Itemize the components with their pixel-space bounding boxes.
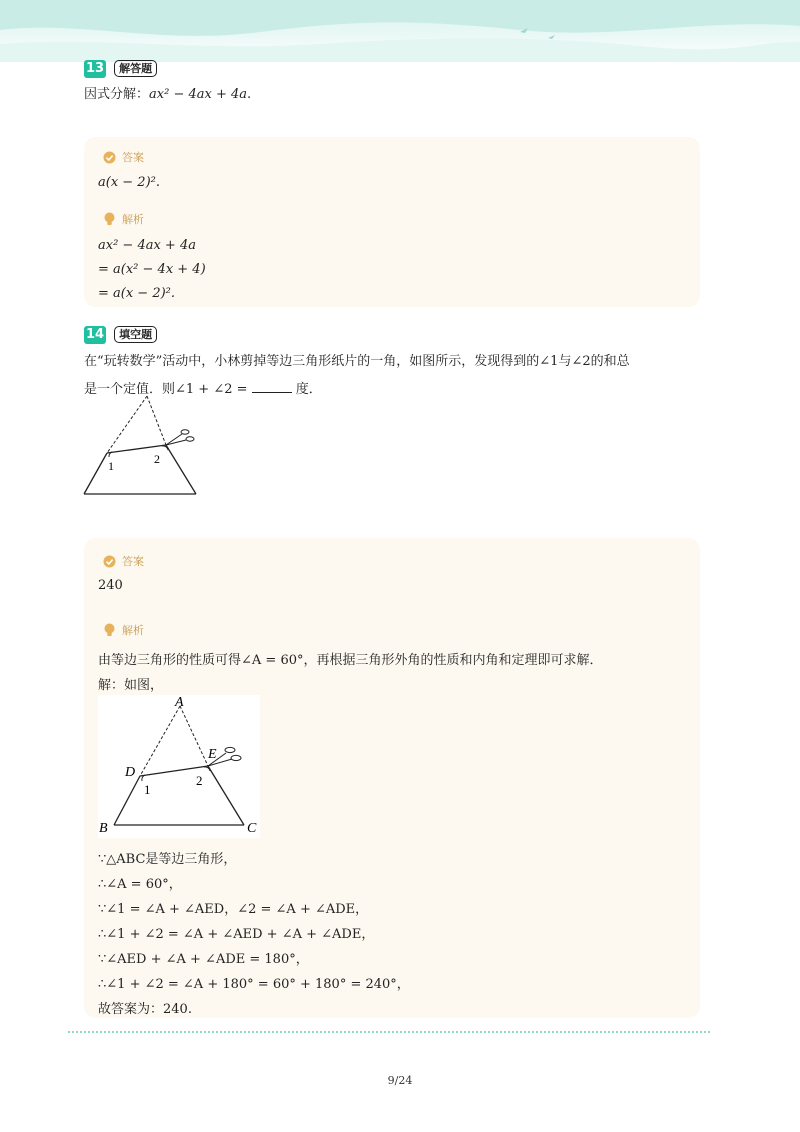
question-type-badge: 解答题: [114, 60, 157, 77]
solution-step: ∴∠1 + ∠2 = ∠A + ∠AED + ∠A + ∠ADE，: [98, 927, 375, 942]
question-14-prompt-line1: 在“玩转数学”活动中，小林剪掉等边三角形纸片的一角，如图所示，发现得到的∠1与∠2的和总: [84, 354, 630, 369]
question-13-solution-box: [84, 137, 700, 307]
question-number: 14: [85, 327, 105, 342]
vertex-a-label: A: [175, 695, 184, 710]
solution-lead: 解：如图，: [98, 678, 164, 693]
answer-label: 答案: [103, 553, 144, 569]
vertex-d-label: D: [125, 765, 136, 780]
analysis-label: 解析: [103, 622, 144, 638]
question-14-prompt-line2: 是一个定值．则∠1 + ∠2 = 度．: [84, 382, 322, 397]
prompt-math: ax² − 4ax + 4a: [149, 87, 247, 102]
question-number: 13: [85, 61, 105, 76]
scissors-icon: [166, 430, 194, 445]
page-number: 9/24: [387, 1074, 413, 1087]
answer-blank: [252, 380, 292, 393]
solution-step: 故答案为：240.: [98, 1002, 192, 1017]
analysis-line: = a(x² − 4x + 4): [98, 262, 206, 277]
answer-text: 240: [98, 578, 123, 593]
lightbulb-icon: [103, 212, 116, 226]
solution-step: ∴∠A = 60°，: [98, 877, 182, 892]
analysis-intro: 由等边三角形的性质可得∠A = 60°，再根据三角形外角的性质和内角和定理即可求解．: [98, 653, 603, 668]
solution-step: ∵△ABC是等边三角形，: [98, 852, 237, 867]
analysis-line: ax² − 4ax + 4a: [98, 238, 196, 253]
triangle-cut-figure: [78, 392, 203, 500]
question-type-badge: 填空题: [114, 326, 157, 343]
solution-step: ∵∠1 = ∠A + ∠AED，∠2 = ∠A + ∠ADE，: [98, 902, 369, 917]
section-divider: [68, 1031, 710, 1033]
question-13-prompt: [84, 83, 251, 102]
vertex-b-label: B: [99, 821, 108, 836]
lightbulb-icon: [103, 623, 116, 637]
solution-step: ∴∠1 + ∠2 = ∠A + 180° = 60° + 180° = 240°，: [98, 977, 410, 992]
angle-2-label: 2: [154, 452, 160, 466]
analysis-line: = a(x − 2)².: [98, 286, 176, 301]
prompt-period: .: [247, 87, 252, 102]
question-13-header: [84, 60, 157, 78]
labeled-triangle-figure: [98, 695, 260, 838]
prompt-text: 因式分解：: [84, 87, 150, 102]
answer-text: a(x − 2)².: [98, 175, 160, 190]
angle-2-label: 2: [196, 773, 203, 788]
check-badge-icon: [103, 151, 116, 164]
question-14-solution-box: [84, 538, 700, 1018]
check-badge-icon: [103, 555, 116, 568]
angle-1-label: 1: [108, 459, 114, 473]
vertex-c-label: C: [247, 821, 257, 836]
header-wave-decoration: [0, 0, 800, 62]
vertex-e-label: E: [208, 747, 217, 762]
analysis-label: 解析: [103, 211, 144, 227]
question-14-header: [84, 326, 157, 344]
header-banner: [0, 0, 800, 62]
solution-step: ∵∠AED + ∠A + ∠ADE = 180°，: [98, 952, 309, 967]
answer-label: 答案: [103, 149, 144, 165]
angle-1-label: 1: [144, 782, 151, 797]
